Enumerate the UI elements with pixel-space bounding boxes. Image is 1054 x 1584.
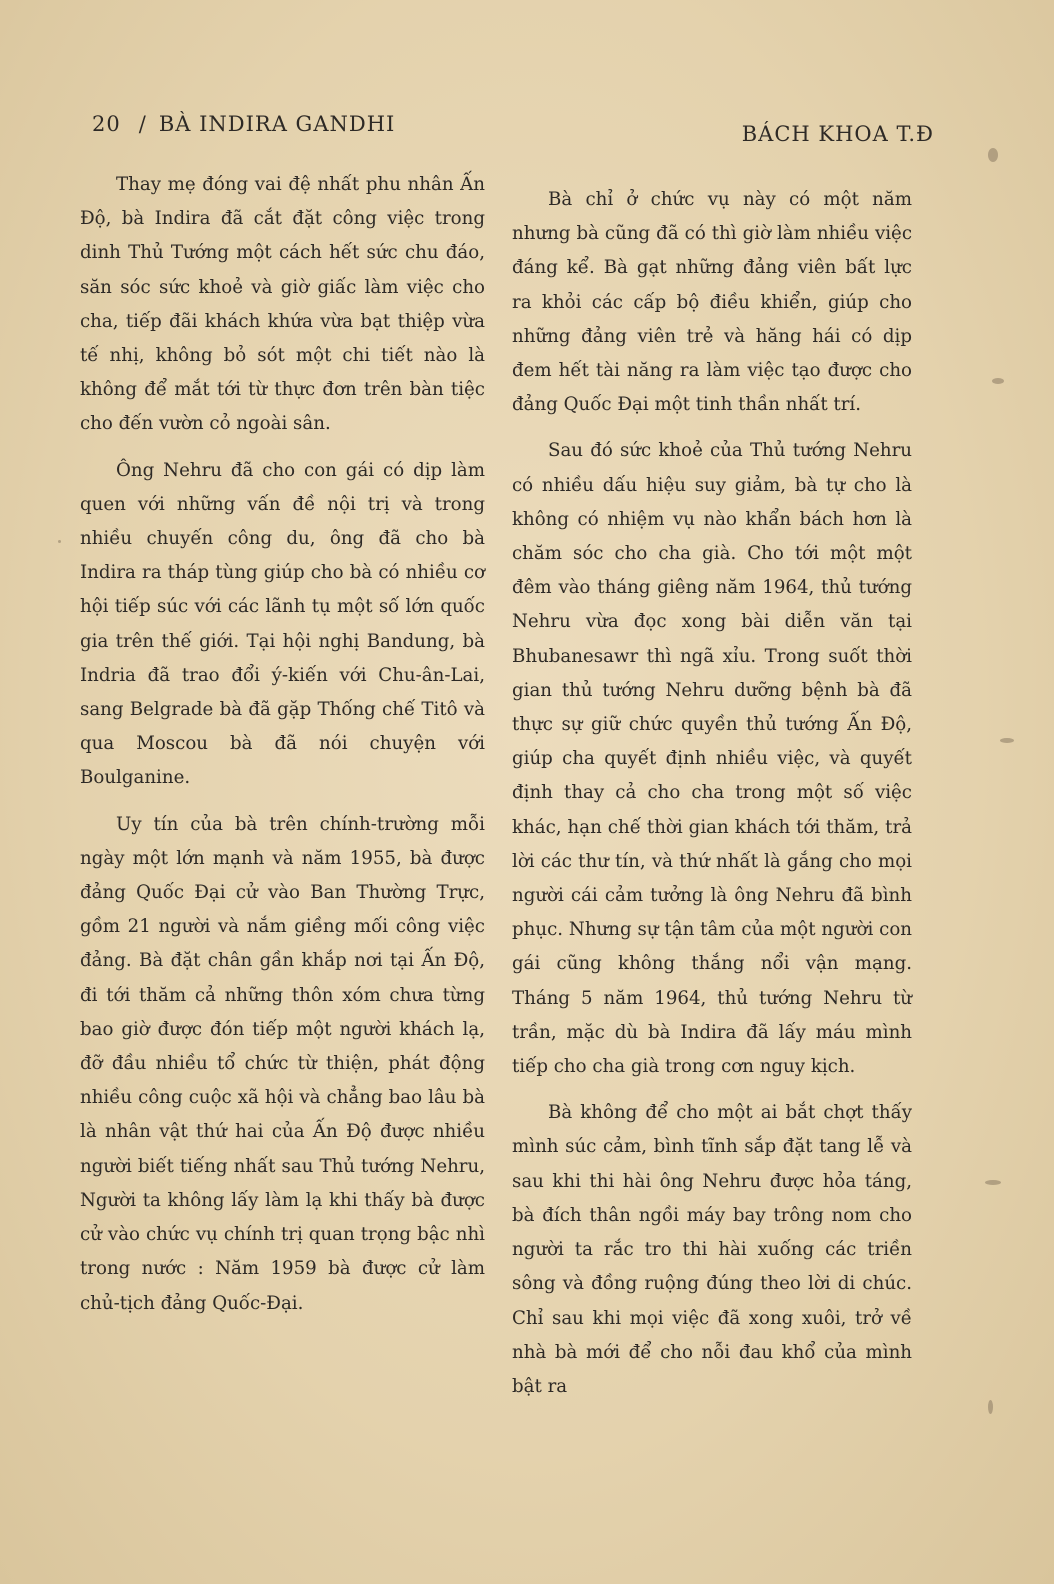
left-text-column <box>80 168 485 1333</box>
paragraph: Ông Nehru đã cho con gái có dịp làm quen với những vấn đề nội trị và trong nhiều chuyến công du, ông đã cho bà Indira ra tháp tùng giúp cho bà có nhiều cơ hội tiếp súc với các lãnh tụ một số lớn quốc gia trên thế giới. Tại hội nghị Bandung, bà Indria đã trao đổi ý-kiến với Chu-ân-Lai, sang Belgrade bà đã gặp Thống chế Titô và qua Moscou bà đã nói chuyện với Boulganine. <box>80 459 485 789</box>
paragraph: Uy tín của bà trên chính-trường mỗi ngày một lớn mạnh và năm 1955, bà được đảng Quốc Đại cử vào Ban Thường Trực, gồm 21 người và nắm giềng mối công việc đảng. Bà đặt chân gần khắp nơi tại Ấn Độ, đi tới thăm cả những thôn xóm chưa từng bao giờ được đón tiếp một người khách lạ, đỡ đầu nhiều tổ chức từ thiện, phát động nhiều công cuộc xã hội và chẳng bao lâu bà là nhân vật thứ hai của Ấn Độ được nhiều người biết tiếng nhất sau Thủ tướng Nehru, Người ta không lấy làm lạ khi thấy bà được cử vào chức vụ chính trị quan trọng bậc nhì trong nước : Năm 1959 bà được cử làm chủ-tịch đảng Quốc-Đại. <box>80 813 485 1314</box>
paper-speck <box>985 1180 1001 1185</box>
page-number: 20 <box>92 112 121 136</box>
running-header-left <box>92 112 395 136</box>
paper-speck <box>992 378 1004 384</box>
paper-speck <box>988 148 998 162</box>
paragraph: Sau đó sức khoẻ của Thủ tướng Nehru có nhiều dấu hiệu suy giảm, bà tự cho là không có nhiệm vụ nào khẩn bách hơn là chăm sóc cho cha già. Cho tới một một đêm vào tháng giêng năm 1964, thủ tướng Nehru vừa đọc xong bài diễn văn tại Bhubanesawr thì ngã xỉu. Trong suốt thời gian thủ tướng Nehru dưỡng bệnh bà đã thực sự giữ chức quyền thủ tướng Ấn Độ, giúp cha quyết định nhiều việc, và quyết định thay cả cho cha trong một số việc khác, hạn chế thời gian khách tới thăm, trả lời các thư tín, và thứ nhất là gắng cho mọi người cái cảm tưởng là ông Nehru đã bình phục. Nhưng sự tận tâm của một người con gái cũng không thắng nổi vận mạng. Tháng 5 năm 1964, thủ tướng Nehru từ trần, mặc dù bà Indira đã lấy máu mình tiếp cho cha già trong cơn nguy kịch. <box>512 440 912 1078</box>
running-title: BÀ INDIRA GANDHI <box>158 112 396 136</box>
header-separator: / <box>138 112 147 136</box>
paper-speck <box>1000 738 1014 743</box>
paper-speck <box>58 540 61 543</box>
paper-speck <box>988 1400 993 1414</box>
paragraph: Thay mẹ đóng vai đệ nhất phu nhân Ấn Độ, bà Indira đã cắt đặt công việc trong dinh Thủ Tướng một cách hết sức chu đáo, săn sóc sức khoẻ và giờ giấc làm việc cho cha, tiếp đãi khách khứa vừa bạt thiệp vừa tế nhị, không bỏ sót một chi tiết nào là không để mắt tới từ thực đơn trên bàn tiệc cho đến vườn cỏ ngoài sân. <box>80 174 485 435</box>
paragraph: Bà không để cho một ai bắt chợt thấy mình súc cảm, bình tĩnh sắp đặt tang lễ và sau khi thi hài ông Nehru được hỏa táng, bà đích thân ngồi máy bay trông nom cho người ta rắc tro thi hài xuống các triền sông và đồng ruộng đúng theo lời di chúc. Chỉ sau khi mọi việc đã xong xuôi, trở về nhà bà mới để cho nỗi đau khổ của mình bật ra <box>512 1102 912 1397</box>
publication-name: BÁCH KHOA T.Đ <box>741 122 934 146</box>
right-text-column <box>512 183 912 1416</box>
paragraph: Bà chỉ ở chức vụ này có một năm nhưng bà cũng đã có thì giờ làm nhiều việc đáng kể. Bà gạt những đảng viên bất lực ra khỏi các cấp bộ điều khiển, giúp cho những đảng viên trẻ và hăng hái có dịp đem hết tài năng ra làm việc tạo được cho đảng Quốc Đại một tinh thần nhất trí. <box>512 189 912 416</box>
